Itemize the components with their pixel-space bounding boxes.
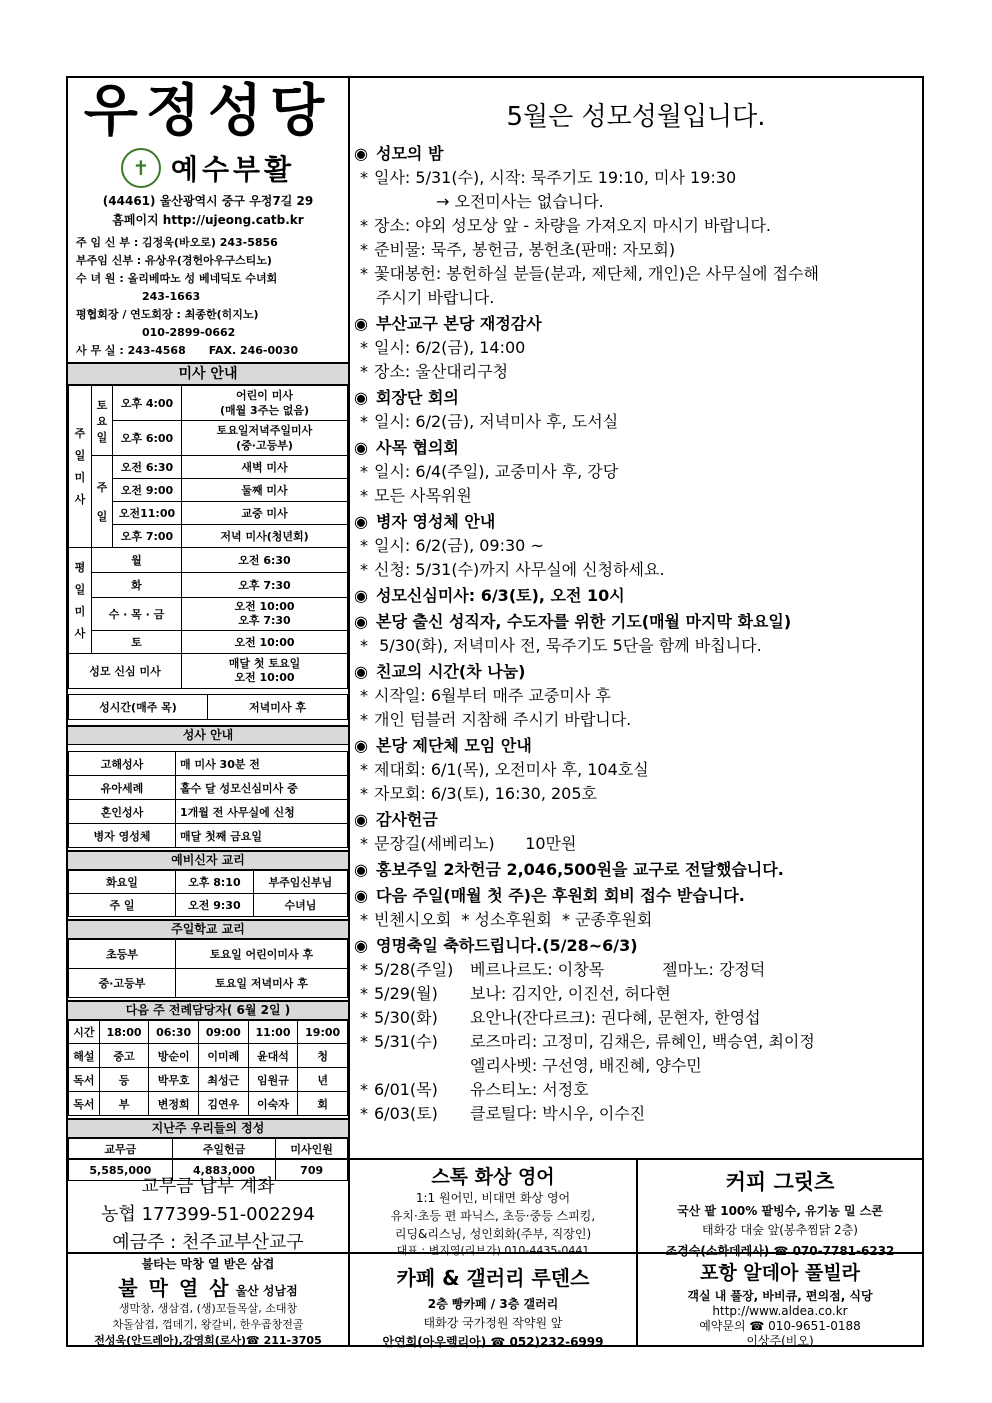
stats-header: 교무금 [69, 1139, 173, 1160]
villa-ad-url[interactable]: http://www.aldea.co.kr [712, 1304, 848, 1318]
mass-time: 오후 7:00 [113, 525, 182, 548]
bbq-ad-title-row [68, 1272, 348, 1301]
mass-time: 오전 9:00 [113, 479, 182, 502]
account-box [68, 1158, 350, 1252]
mass-name: 저녁 미사(청년회) [182, 525, 348, 548]
bbq-ad-title: 불 막 열 삼 [118, 1276, 231, 1300]
notice-column [350, 78, 922, 1158]
duty-cell: 이숙자 [248, 1092, 298, 1116]
notice-item-text: 꽃대봉헌: 봉헌하실 분들(분과, 제단체, 개인)은 사무실에 접수해 [374, 264, 819, 283]
notice-heading [354, 436, 922, 460]
mass-name: 토요일저녁주일미사 (중·고등부) [182, 421, 348, 456]
staff-line: 010-2899-0662 [142, 326, 236, 339]
bulletin-frame [66, 76, 924, 1347]
bbq-ad-sub: 울산 성남점 [235, 1284, 298, 1298]
notice-heading-text: 본당 제단체 모임 안내 [376, 736, 532, 755]
notice-item [354, 534, 922, 558]
notice-item [354, 360, 922, 384]
weekday-day: 토 [92, 631, 182, 654]
feast-names: 보나: 김지안, 이진선, 허다현 [470, 984, 671, 1003]
notice-heading [354, 808, 922, 832]
cafe-ad [350, 1252, 638, 1349]
star-icon: * [360, 216, 368, 235]
notice-item [354, 166, 922, 190]
star-icon: * [360, 168, 368, 187]
sacrament-key: 혼인성사 [69, 800, 176, 824]
duty-header: 06:30 [149, 1021, 199, 1044]
english-ad [350, 1158, 638, 1257]
feast-item [354, 1102, 922, 1126]
sacrament-title: 성사 안내 [68, 725, 348, 745]
star-icon: * [360, 462, 368, 481]
notice-item-text: 주시기 바랍니다. [376, 288, 495, 307]
notice-item [354, 484, 922, 508]
duty-header: 19:00 [298, 1021, 348, 1044]
bullet-icon: ◉ [354, 388, 368, 407]
notice-item [354, 336, 922, 360]
notice-item [354, 214, 922, 238]
feast-item [354, 982, 922, 1006]
sacrament-table [68, 751, 348, 848]
villa-ad-line: 이상주(비오) [746, 1334, 814, 1348]
catechumen-day: 주 일 [69, 894, 176, 917]
duty-cell: 김연우 [199, 1092, 249, 1116]
bullet-icon: ◉ [354, 886, 368, 905]
notice-item-text: → 오전미사는 없습니다. [436, 192, 604, 211]
coffee-ad [638, 1158, 922, 1258]
villa-ad-line: 객실 내 풀장, 바비큐, 편의점, 식당 [687, 1289, 873, 1303]
notice-item [354, 908, 922, 932]
bullet-icon: ◉ [354, 662, 368, 681]
duty-cell: 부 [99, 1092, 149, 1116]
notice-heading-text: 감사헌금 [376, 810, 438, 829]
catechumen-table [68, 870, 348, 917]
school-key: 초등부 [69, 940, 176, 969]
star-icon: * [360, 686, 368, 705]
bullet-icon: ◉ [354, 860, 368, 879]
sacrament-value: 1개월 전 사무실에 신청 [176, 800, 348, 824]
english-ad-line: 대표 : 변지영(리브가) 010-4435-0441 [396, 1244, 590, 1257]
bullet-icon: ◉ [354, 810, 368, 829]
coffee-ad-line: 태화강 대숲 앞(봉추찜닭 2층) [702, 1223, 858, 1237]
notice-heading [354, 510, 922, 534]
saturday-label: 토 요 일 [92, 386, 113, 456]
stats-value: 709 [276, 1160, 348, 1181]
villa-ad [638, 1252, 922, 1348]
mass-table [68, 385, 348, 689]
star-icon: * [360, 486, 368, 505]
duty-table [68, 1020, 348, 1116]
notice-heading-text: 친교의 시간(차 나눔) [376, 662, 526, 681]
duty-cell: 년 [298, 1068, 348, 1092]
notice-heading [354, 386, 922, 410]
notice-heading-text: 성모신심미사: 6/3(토), 오전 10시 [376, 586, 625, 605]
star-icon: * [360, 710, 368, 729]
sunday-school-table [68, 939, 348, 998]
weekday-day: 월 [92, 548, 182, 573]
notice-heading-text: 사목 협의회 [376, 438, 459, 457]
notice-body [350, 142, 922, 1126]
notice-heading [354, 312, 922, 336]
notice-item-text: 일시: 6/2(금), 저녁미사 후, 도서실 [374, 412, 619, 431]
bbq-ad [68, 1252, 350, 1345]
duty-header: 시간 [69, 1021, 100, 1044]
duty-title: 다음 주 전례담당자( 6월 2일 ) [68, 1000, 348, 1020]
account-line: 농협 177399-51-002294 [101, 1204, 315, 1225]
first-sat-value: 매달 첫 토요일 오전 10:00 [182, 654, 348, 689]
staff-line: 243-1663 [142, 290, 201, 303]
notice-item-text: 장소: 야외 성모상 앞 - 차량을 가져오지 마시기 바랍니다. [374, 216, 771, 235]
notice-item [354, 190, 922, 214]
star-icon: * [360, 536, 368, 555]
notice-heading [354, 610, 922, 634]
sacrament-value: 매달 첫째 금요일 [176, 824, 348, 848]
weekday-time: 오전 10:00 오후 7:30 [182, 598, 348, 631]
english-ad-line: 1:1 원어민, 비대면 화상 영어 [415, 1191, 571, 1205]
feast-names: 베르나르도: 이창목 [470, 960, 605, 979]
mass-name: 둘째 미사 [182, 479, 348, 502]
notice-title: 5월은 성모성월입니다. [506, 102, 766, 132]
notice-heading-text: 영명축일 축하드립니다.(5/28~6/3) [376, 936, 638, 955]
mass-time: 오전11:00 [113, 502, 182, 525]
mass-name: 새벽 미사 [182, 456, 348, 479]
mass-name: 어린이 미사 (매월 3주는 없음) [182, 386, 348, 421]
school-value: 토요일 저녁미사 후 [176, 969, 348, 998]
first-sat-label: 성모 신심 미사 [69, 654, 182, 689]
english-ad-title: 스톡 화상 영어 [431, 1166, 555, 1188]
duty-cell: 청 [298, 1044, 348, 1068]
staff-line: 주 임 신 부 : 김정욱(바오로) 243-5856 [76, 236, 278, 249]
feast-names: 클로틸다: 박시우, 이수진 [470, 1104, 646, 1123]
notice-item-text: 개인 텀블러 지참해 주시기 바랍니다. [374, 710, 632, 729]
notice-item [354, 708, 922, 732]
stats-title: 지난주 우리들의 정성 [68, 1118, 348, 1138]
notice-item-text: 제대회: 6/1(목), 오전미사 후, 104호실 [374, 760, 649, 779]
notice-item-text: 준비물: 묵주, 봉헌금, 봉헌초(판매: 자모회) [374, 240, 676, 259]
mass-time: 오후 6:00 [113, 421, 182, 456]
coffee-ad-line: 조경숙(소화데레사) ☎ 070-7781-6232 [665, 1244, 895, 1258]
staff-line: 사 무 실 : 243-4568 FAX. 246-0030 [76, 344, 299, 357]
feast-date: 5/30(화) [374, 1008, 438, 1027]
duty-cell: 윤대석 [248, 1044, 298, 1068]
star-icon: * [360, 412, 368, 431]
duty-cell: 최성근 [199, 1068, 249, 1092]
notice-item [354, 262, 922, 286]
feast-date: 5/29(월) [374, 984, 438, 1003]
notice-item-text: 모든 사목위원 [374, 486, 472, 505]
catechumen-who: 부주임신부님 [253, 871, 347, 894]
duty-cell: 변정희 [149, 1092, 199, 1116]
star-icon: * [360, 636, 368, 655]
notice-item [354, 832, 922, 856]
feast-item [354, 1006, 922, 1030]
duty-cell: 회 [298, 1092, 348, 1116]
weekday-day: 수 · 목 · 금 [92, 598, 182, 631]
left-column [68, 78, 350, 1177]
notice-heading [354, 734, 922, 758]
notice-heading [354, 142, 922, 166]
duty-cell: 박무호 [149, 1068, 199, 1092]
parish-homepage[interactable]: 홈페이지 http://ujeong.catb.kr [112, 213, 304, 227]
star-icon: * [360, 240, 368, 259]
duty-header: 09:00 [199, 1021, 249, 1044]
bullet-icon: ◉ [354, 314, 368, 333]
english-ad-line: 유치·초등 편 파닉스, 초등·중등 스피킹, [390, 1209, 596, 1223]
bullet-icon: ◉ [354, 736, 368, 755]
mass-time: 오전 6:30 [113, 456, 182, 479]
weekday-day: 화 [92, 573, 182, 598]
catechumen-time: 오후 8:10 [176, 871, 254, 894]
notice-item-text: 빈첸시오회 * 성소후원회 * 군종후원회 [374, 910, 653, 929]
holy-hour-label: 성시간(매주 목) [69, 695, 208, 720]
notice-item-text: 자모회: 6/3(토), 16:30, 205호 [374, 784, 597, 803]
sacrament-key: 유아세례 [69, 776, 176, 800]
cafe-ad-line: 태화강 국가정원 작약원 앞 [423, 1316, 563, 1330]
account-line: 예금주 : 천주교부산교구 [112, 1232, 304, 1253]
stats-value: 5,585,000 [69, 1160, 173, 1181]
bullet-icon: ◉ [354, 612, 368, 631]
feast-item [354, 958, 922, 982]
notice-item-text: 시작일: 6월부터 매주 교중미사 후 [374, 686, 611, 705]
stats-header: 주일헌금 [172, 1139, 276, 1160]
star-icon: * [360, 1104, 368, 1123]
star-icon: * [360, 910, 368, 929]
weekday-time: 오전 10:00 [182, 631, 348, 654]
notice-item-text: 일시: 6/2(금), 09:30 ~ [374, 536, 544, 555]
mass-time: 오후 4:00 [113, 386, 182, 421]
notice-heading-text: 본당 출신 성직자, 수도자를 위한 기도(매월 마지막 화요일) [376, 612, 792, 631]
star-icon: * [360, 1008, 368, 1027]
notice-item [354, 782, 922, 806]
mass-name: 교중 미사 [182, 502, 348, 525]
star-icon: * [360, 760, 368, 779]
duty-cell: 이미례 [199, 1044, 249, 1068]
parish-name: 우정성당 [83, 79, 333, 144]
bullet-icon: ◉ [354, 512, 368, 531]
notice-item [354, 460, 922, 484]
weekday-time: 오전 6:30 [182, 548, 348, 573]
notice-item-text: 신청: 5/31(수)까지 사무실에 신청하세요. [374, 560, 665, 579]
notice-heading-text: 다음 주일(매월 첫 주)은 후원회 회비 접수 받습니다. [376, 886, 745, 905]
cafe-ad-title: 카페 & 갤러리 루덴스 [396, 1266, 590, 1290]
sunday-label: 주 일 [92, 456, 113, 548]
sunday-mass-label: 주 일 미 사 [69, 386, 92, 548]
stats-header: 미사인원 [276, 1139, 348, 1160]
notice-heading-text: 병자 영성체 안내 [376, 512, 496, 531]
star-icon: * [360, 834, 368, 853]
star-icon: * [360, 1080, 368, 1099]
duty-header: 18:00 [99, 1021, 149, 1044]
cafe-ad-line: 2층 빵카페 / 3층 갤러리 [427, 1297, 559, 1311]
notice-heading [354, 858, 922, 882]
duty-cell: 독서 [69, 1068, 100, 1092]
duty-cell: 등 [99, 1068, 149, 1092]
bbq-ad-top: 불타는 막창 열 받은 삼겹 [141, 1257, 275, 1271]
notice-heading [354, 584, 922, 608]
feast-date: 5/31(수) [374, 1032, 438, 1051]
feast-date: 6/03(토) [374, 1104, 438, 1123]
bullet-icon: ◉ [354, 438, 368, 457]
parish-logo-icon: ✝ [121, 148, 161, 188]
sacrament-value: 홀수 달 성모신심미사 중 [176, 776, 348, 800]
duty-header: 11:00 [248, 1021, 298, 1044]
sacrament-key: 고해성사 [69, 752, 176, 776]
school-value: 토요일 어린이미사 후 [176, 940, 348, 969]
feast-names: 로즈마리: 고정미, 김채은, 류혜인, 백승연, 최이정 [470, 1032, 815, 1051]
sacrament-value: 매 미사 30분 전 [176, 752, 348, 776]
feast-names: 유스티노: 서정호 [470, 1080, 589, 1099]
notice-heading-text: 회장단 회의 [376, 388, 459, 407]
star-icon: * [360, 960, 368, 979]
staff-line: 부주임 신부 : 유상우(경헌아우구스티노) [76, 254, 272, 267]
feast-item [354, 1054, 922, 1078]
feast-names: 엘리사벳: 구선영, 배진혜, 양수민 [470, 1056, 702, 1075]
bbq-ad-line: 전성욱(안드레아),강영희(로사)☎ 211-3705 [94, 1334, 322, 1347]
feast-date: 6/01(목) [374, 1080, 438, 1099]
notice-item [354, 758, 922, 782]
star-icon: * [360, 264, 368, 283]
villa-ad-title: 포항 알데아 풀빌라 [699, 1262, 861, 1284]
staff-line: 평협회장 / 연도회장 : 최종한(히지노) [76, 308, 259, 321]
staff-line: 수 녀 원 : 올리베따노 성 베네딕도 수녀회 [76, 272, 278, 285]
catechumen-time: 오전 9:30 [176, 894, 254, 917]
bbq-ad-line: 생막창, 생삼겹, (생)꼬들목살, 소대창 [118, 1302, 298, 1315]
sacrament-key: 병자 영성체 [69, 824, 176, 848]
logo-text: 예수부활 [170, 153, 296, 186]
star-icon: * [360, 560, 368, 579]
duty-cell: 임원규 [248, 1068, 298, 1092]
feast-names: 요안나(잔다르크): 권다혜, 문현자, 한영섭 [470, 1008, 761, 1027]
notice-heading-text: 부산교구 본당 재정감사 [376, 314, 542, 333]
feast-date: 5/28(주일) [374, 960, 454, 979]
star-icon: * [360, 784, 368, 803]
notice-heading [354, 884, 922, 908]
staff-list [68, 230, 348, 360]
logo-row [68, 144, 348, 192]
notice-item [354, 558, 922, 582]
duty-cell: 중고 [99, 1044, 149, 1068]
weekday-mass-label: 평 일 미 사 [69, 548, 92, 654]
notice-item-text: 5/30(화), 저녁미사 전, 묵주기도 5단을 함께 바칩니다. [374, 636, 762, 655]
english-ad-line: 리딩&리스닝, 성인회화(주부, 직장인) [394, 1227, 592, 1241]
stats-value: 4,883,000 [172, 1160, 276, 1181]
bullet-icon: ◉ [354, 936, 368, 955]
feast-item [354, 1030, 922, 1054]
cafe-ad-line: 안연희(아우렐리아) ☎ 052)232-6999 [382, 1335, 604, 1349]
notice-heading-text: 성모의 밤 [376, 144, 444, 163]
notice-heading [354, 660, 922, 684]
star-icon: * [360, 1032, 368, 1051]
star-icon: * [360, 338, 368, 357]
parish-address: (44461) 울산광역시 중구 우정7길 29 [102, 194, 314, 208]
notice-item-text: 일시: 6/4(주일), 교중미사 후, 강당 [374, 462, 619, 481]
catechumen-title: 예비신자 교리 [68, 850, 348, 870]
holy-hour-value: 저녁미사 후 [208, 695, 348, 720]
duty-cell: 독서 [69, 1092, 100, 1116]
feast-item [354, 1078, 922, 1102]
duty-cell: 해설 [69, 1044, 100, 1068]
weekday-time: 오후 7:30 [182, 573, 348, 598]
coffee-ad-line: 국산 팥 100% 팥빙수, 유기농 밀 스콘 [677, 1204, 883, 1218]
star-icon: * [360, 362, 368, 381]
catechumen-day: 화요일 [69, 871, 176, 894]
star-icon: * [360, 984, 368, 1003]
notice-item-text: 장소: 울산대리구청 [374, 362, 509, 381]
notice-heading [354, 934, 922, 958]
notice-item [354, 634, 922, 658]
bbq-ad-line: 차돌삼겹, 껍데기, 왕갈비, 한우곱창전골 [112, 1318, 304, 1331]
notice-item [354, 410, 922, 434]
duty-cell: 방순이 [149, 1044, 199, 1068]
notice-item-text: 일사: 5/31(수), 시작: 묵주기도 19:10, 미사 19:30 [374, 168, 737, 187]
holy-hour-table [68, 694, 348, 720]
school-key: 중·고등부 [69, 969, 176, 998]
account-line: 교무금 납부 계좌 [141, 1176, 275, 1197]
bullet-icon: ◉ [354, 144, 368, 163]
villa-ad-line: 예약문의 ☎ 010-9651-0188 [699, 1319, 861, 1333]
notice-item [354, 238, 922, 262]
notice-item-text: 일시: 6/2(금), 14:00 [374, 338, 526, 357]
mass-title: 미사 안내 [68, 362, 348, 385]
feast-names: 젤마노: 강정덕 [662, 960, 766, 979]
coffee-ad-title: 커피 그릿츠 [725, 1170, 835, 1194]
notice-item-text: 문장길(세베리노) 10만원 [374, 834, 577, 853]
bullet-icon: ◉ [354, 586, 368, 605]
notice-heading-text: 홍보주일 2차헌금 2,046,500원을 교구로 전달했습니다. [376, 860, 784, 879]
notice-item [354, 286, 922, 310]
sunday-school-title: 주일학교 교리 [68, 919, 348, 939]
notice-item [354, 684, 922, 708]
catechumen-who: 수녀님 [253, 894, 347, 917]
